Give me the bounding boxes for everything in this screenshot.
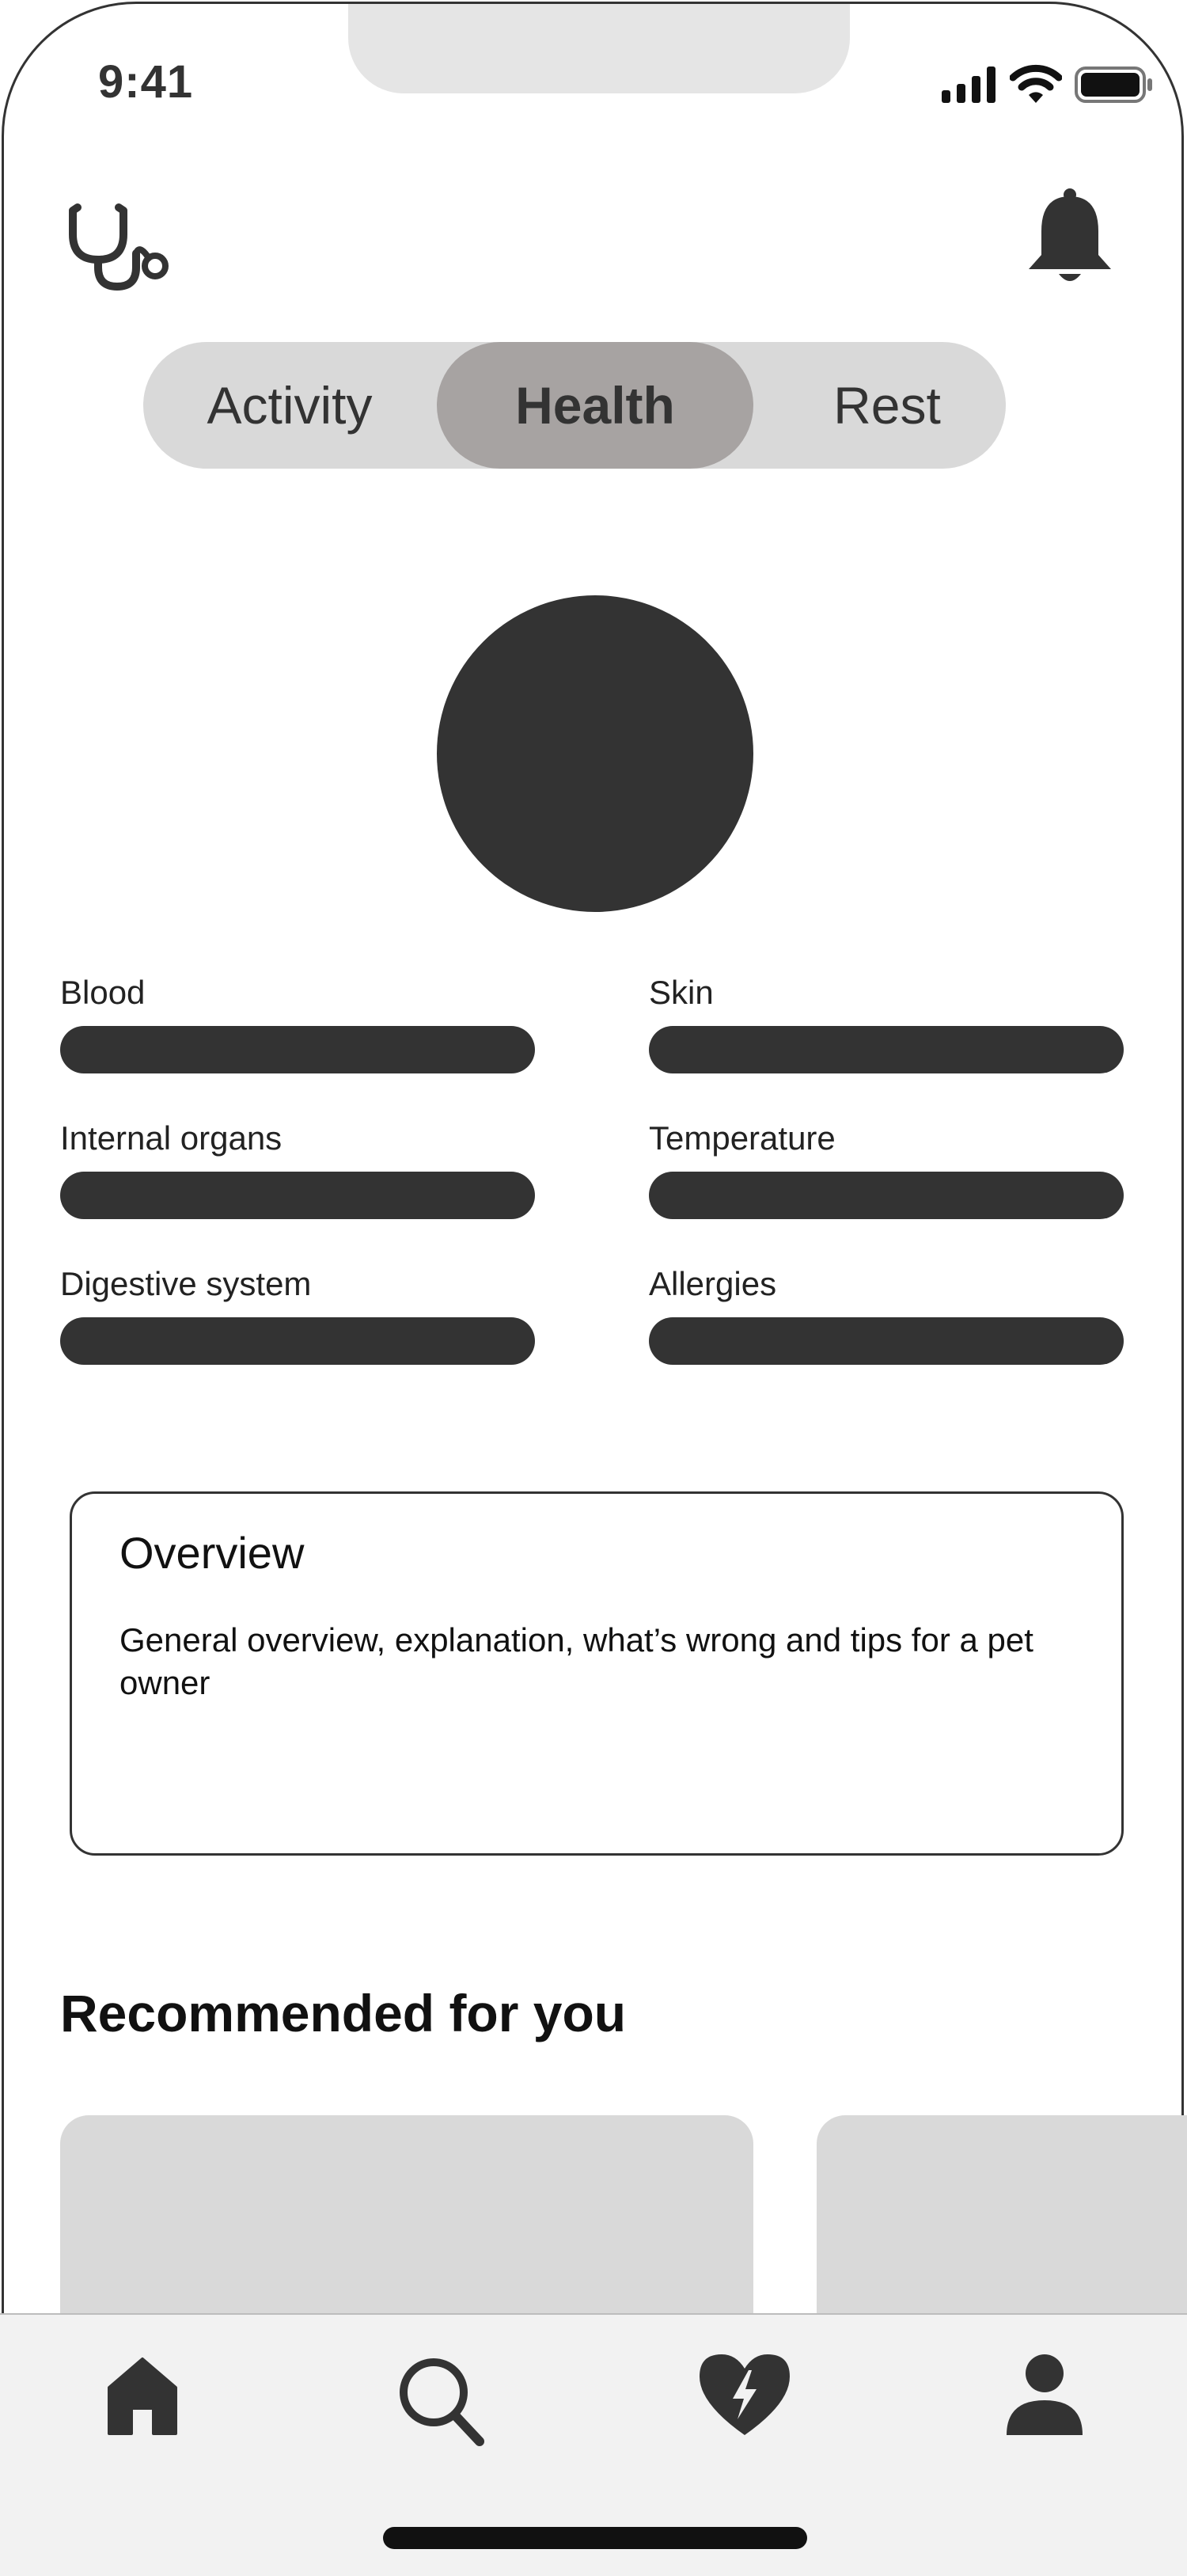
metric-bar-allergies [649,1317,1124,1365]
home-indicator [383,2527,807,2549]
metric-label-temperature: Temperature [649,1119,836,1157]
stethoscope-icon[interactable] [66,203,171,291]
metric-label-allergies: Allergies [649,1265,777,1302]
search-icon[interactable] [396,2354,486,2448]
metric-bar-temperature [649,1172,1124,1219]
recommended-card[interactable] [60,2115,753,2321]
recommended-title: Recommended for you [60,1984,627,2042]
overview-body: General overview, explanation, what’s wrong and tips for a pet owner [119,1621,1033,1701]
tab-health[interactable]: Health [437,342,753,469]
bell-icon[interactable] [1024,187,1116,288]
segmented-control [143,342,1006,469]
overview-title: Overview [119,1528,305,1578]
metric-bar-digestive-system [60,1317,535,1365]
tab-activity[interactable]: Activity [207,376,373,435]
metric-label-internal-organs: Internal organs [60,1119,283,1157]
heart-bolt-icon[interactable] [696,2351,793,2438]
home-icon[interactable] [106,2356,179,2435]
metric-bar-blood [60,1026,535,1073]
metric-label-blood: Blood [60,974,146,1011]
metric-bar-skin [649,1026,1124,1073]
recommended-card[interactable] [817,2115,1187,2321]
metric-label-digestive-system: Digestive system [60,1265,312,1302]
signal-icon [942,66,997,103]
tab-rest[interactable]: Rest [833,376,941,435]
metric-bar-internal-organs [60,1172,535,1219]
notch [348,4,850,93]
wifi-icon [1010,63,1062,104]
battery-icon [1075,66,1154,103]
status-time: 9:41 [98,56,194,108]
profile-icon[interactable] [1005,2353,1084,2437]
metric-label-skin: Skin [649,974,714,1011]
health-score-circle [437,595,753,912]
overview-card[interactable] [70,1491,1124,1856]
